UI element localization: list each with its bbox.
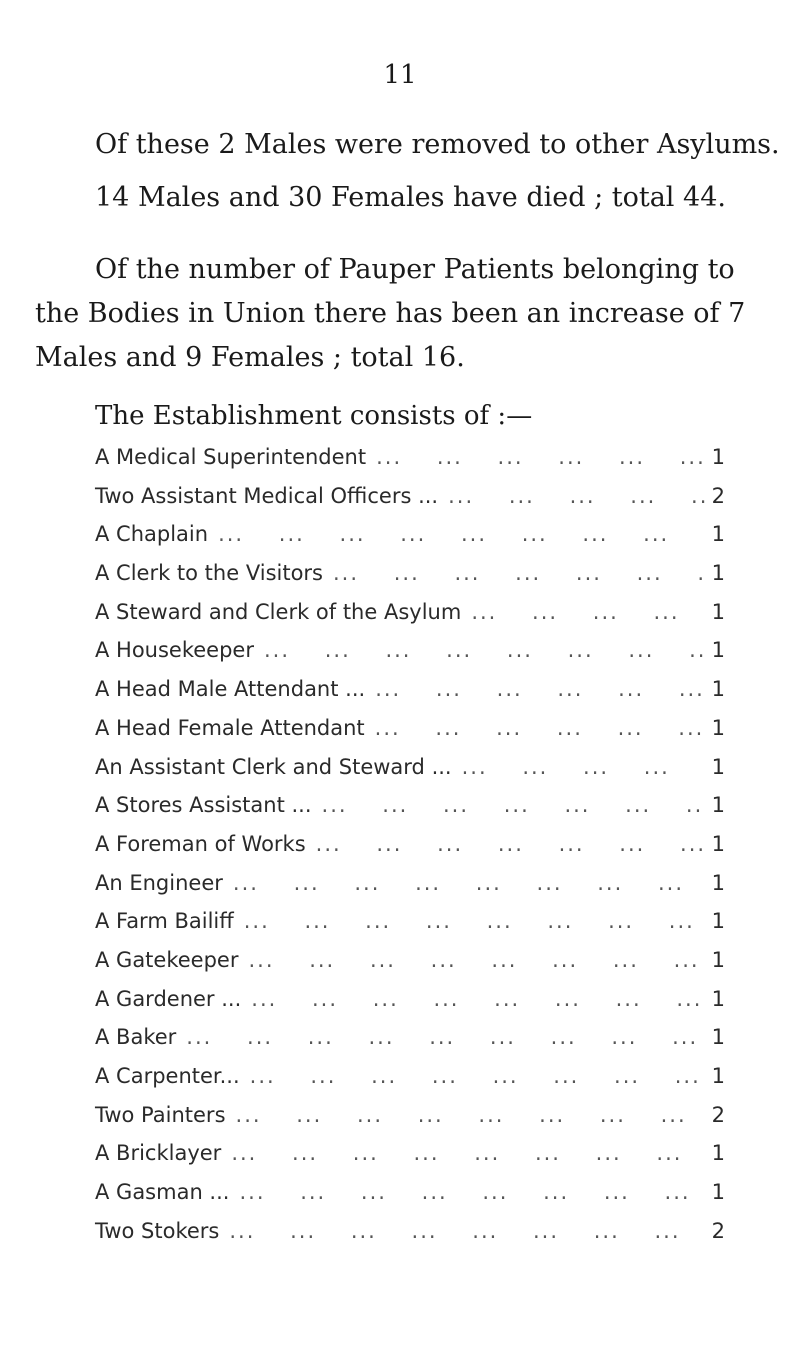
staff-row [95,755,725,794]
staff-count: 1 [711,1025,725,1050]
staff-row [95,716,725,755]
staff-row [95,1180,725,1219]
staff-count: 1 [711,870,725,895]
staff-row [95,445,725,484]
staff-role: A Medical Superintendent [95,445,367,469]
dot-leader [254,638,705,662]
staff-role: An Assistant Clerk and Steward ... [95,754,452,779]
staff-row [95,1064,725,1103]
staff-count: 1 [711,677,725,702]
dot-leader [461,600,705,624]
staff-count: 2 [711,1218,725,1243]
staff-role: A Foreman of Works [95,831,306,856]
staff-role: A Baker [95,1025,177,1050]
dot-leader [365,716,705,740]
staff-role: Two Stokers [95,1218,220,1243]
staff-row [95,909,725,948]
staff-count: 1 [711,445,725,469]
staff-role: A Steward and Clerk of the Asylum [95,599,462,624]
staff-row [95,832,725,871]
staff-count: 1 [711,909,725,934]
staff-count: 1 [711,754,725,779]
staff-count: 1 [711,715,725,740]
page-number: 11 [383,60,417,90]
staff-row [95,871,725,910]
staff-count: 1 [711,793,725,818]
paragraph-deaths: 14 Males and 30 Females have died ; total 44. [95,182,726,213]
staff-row [95,561,725,600]
staff-role: Two Assistant Medical Officers ... [95,483,439,508]
staff-role: A Gatekeeper [95,947,239,972]
staff-role: Two Painters [95,1102,226,1127]
staff-row [95,638,725,677]
staff-count: 1 [711,986,725,1011]
dot-leader [219,1219,705,1243]
establishment-list [95,445,725,1257]
staff-count: 1 [711,1064,725,1088]
dot-leader [226,1103,705,1127]
staff-row [95,1141,725,1180]
staff-row [95,677,725,716]
staff-row [95,987,725,1026]
staff-count: 2 [711,483,725,508]
dot-leader [312,793,705,817]
dot-leader [234,909,705,933]
staff-role: A Head Male Attendant ... [95,677,366,702]
staff-row [95,1219,725,1258]
paragraph-removed: Of these 2 Males were removed to other Asylums. [95,129,780,160]
dot-leader [366,445,705,469]
staff-count: 2 [711,1102,725,1127]
staff-role: A Gardener ... [95,986,242,1011]
staff-count: 1 [711,831,725,856]
dot-leader [208,522,705,546]
staff-row [95,1025,725,1064]
staff-role: A Carpenter... [95,1064,240,1088]
staff-row [95,484,725,523]
dot-leader [306,832,705,856]
dot-leader [221,1141,705,1165]
staff-count: 1 [711,522,725,547]
paragraph-increase: Of the number of Pauper Patients belonging to the Bodies in Union there has been an increase of 7 Males and 9 Females ; total 16. [35,254,746,373]
establishment-heading: The Establishment consists of :— [95,401,533,431]
staff-count: 1 [711,947,725,972]
staff-role: A Bricklayer [95,1141,222,1166]
staff-role: A Head Female Attendant [95,715,365,740]
staff-role: A Gasman ... [95,1180,230,1205]
staff-role: A Chaplain [95,522,209,547]
dot-leader [365,677,705,701]
staff-row [95,522,725,561]
dot-leader [238,948,705,972]
staff-role: A Clerk to the Visitors [95,561,323,586]
staff-count: 1 [711,599,725,624]
staff-count: 1 [711,638,725,663]
dot-leader [323,561,705,585]
staff-row [95,948,725,987]
dot-leader [229,1180,705,1204]
staff-role: A Farm Bailiff [95,909,234,934]
staff-count: 1 [711,1180,725,1205]
dot-leader [438,484,705,508]
staff-role: A Housekeeper [95,638,254,663]
dot-leader [240,1064,705,1088]
staff-row [95,1103,725,1142]
dot-leader [223,871,705,895]
dot-leader [452,755,705,779]
staff-row [95,793,725,832]
staff-role: An Engineer [95,870,223,895]
dot-leader [176,1025,705,1049]
staff-count: 1 [711,561,725,586]
staff-role: A Stores Assistant ... [95,793,312,818]
staff-row [95,600,725,639]
dot-leader [241,987,705,1011]
staff-count: 1 [711,1141,725,1166]
